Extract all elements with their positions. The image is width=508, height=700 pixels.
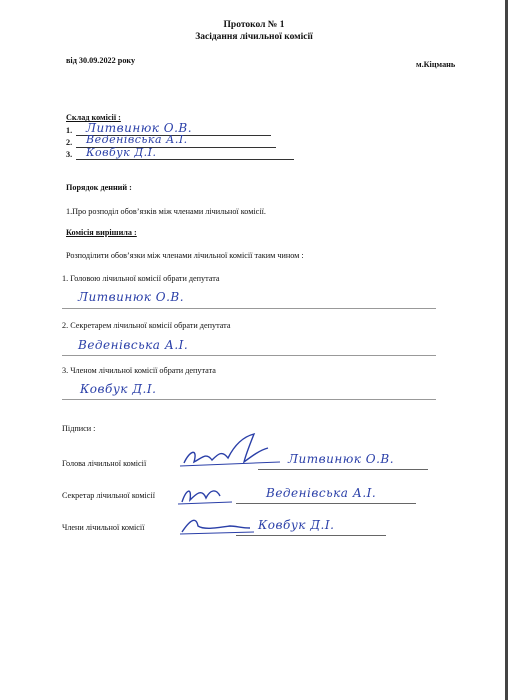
signature-line [258,469,428,470]
signature-name-handwritten: Литвинюк О.В. [288,452,395,466]
decided-heading: Комісія вирішила : [66,228,137,237]
decided-text: Розподілити обов’язки між членами лічильної комісії таким чином : [66,251,304,260]
signatures-heading: Підписи : [62,424,96,433]
agenda-heading: Порядок денний : [66,183,132,192]
signature-scribble [176,480,236,510]
agenda-item: 1.Про розподіл обов’язків між членами лічильної комісії. [66,207,266,216]
item-text: 2. Секретарем лічильної комісії обрати депутата [62,321,231,330]
member-number: 2. [66,138,73,147]
item-handwritten: Литвинюк О.В. [78,290,185,304]
item-handwritten: Веденівська А.І. [78,338,189,352]
member-name-handwritten: Литвинюк О.В. [86,121,193,135]
protocol-subtitle: Засідання лічильної комісії [195,32,313,42]
protocol-date: від 30.09.2022 року [66,56,136,65]
signature-name-handwritten: Ковбук Д.І. [258,518,335,532]
composition-heading: Склад комісії : [66,113,121,122]
member-name-handwritten: Веденівська А.І. [86,133,188,146]
item-handwritten: Ковбук Д.І. [80,382,157,396]
member-name-handwritten: Ковбук Д.І. [86,146,157,159]
signature-scribble [176,428,286,473]
member-number: 3. [66,150,73,159]
member-line [76,159,294,160]
protocol-place: м.Кіцмань [416,60,456,69]
signature-role: Голова лічильної комісії [62,459,147,468]
signature-role: Члени лічильної комісії [62,523,145,532]
item-line [62,308,436,309]
signature-name-handwritten: Веденівська А.І. [266,486,377,500]
member-number: 1. [66,126,73,135]
item-line [62,355,436,356]
signature-line [236,503,416,504]
item-line [62,399,436,400]
signature-role: Секретар лічильної комісії [62,491,155,500]
item-text: 1. Головою лічильної комісії обрати депутата [62,274,220,283]
item-text: 3. Членом лічильної комісії обрати депутата [62,366,216,375]
protocol-title: Протокол № 1 [223,20,285,30]
signature-line [236,535,386,536]
